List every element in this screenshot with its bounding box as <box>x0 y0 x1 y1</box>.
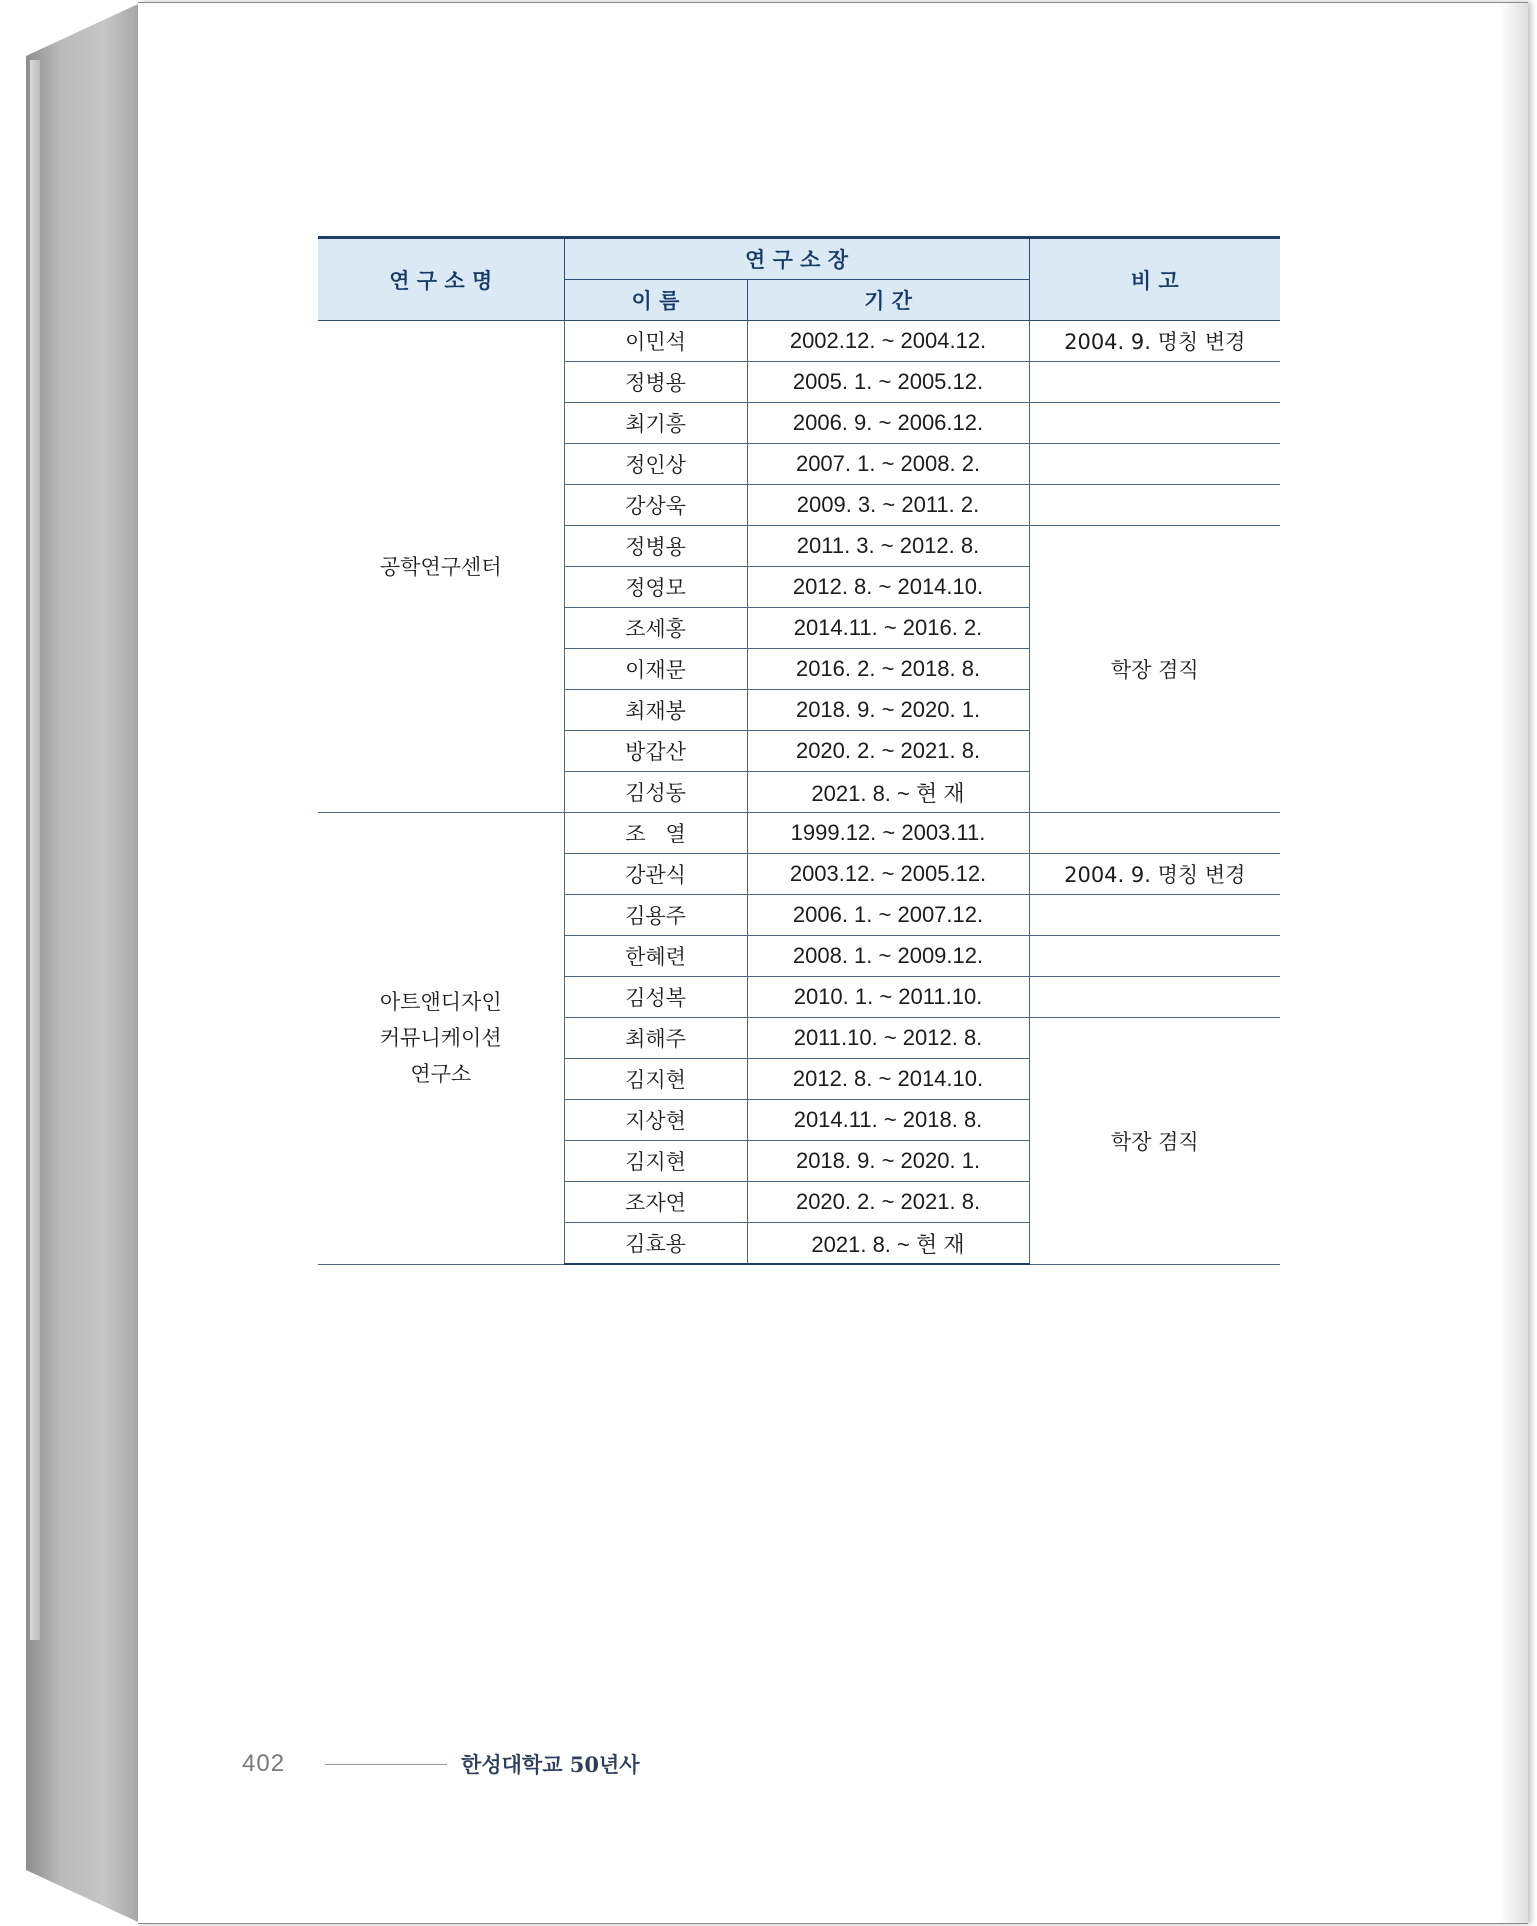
name-cell: 조 열 <box>564 813 747 854</box>
note-cell <box>1029 362 1280 403</box>
table-row <box>318 321 1280 362</box>
note-cell <box>1029 895 1280 936</box>
note-cell: 2004. 9. 명칭 변경 <box>1029 854 1280 895</box>
name-cell: 김지현 <box>564 1059 747 1100</box>
name-cell: 지상현 <box>564 1100 747 1141</box>
name-cell: 방갑산 <box>564 731 747 772</box>
period-cell: 1999.12. ~ 2003.11. <box>747 813 1029 854</box>
name-cell: 강관식 <box>564 854 747 895</box>
period-cell: 2018. 9. ~ 2020. 1. <box>747 690 1029 731</box>
header-period: 기 간 <box>747 280 1029 321</box>
name-cell: 김성복 <box>564 977 747 1018</box>
institute-line: 연구소 <box>410 1062 472 1087</box>
period-cell: 2008. 1. ~ 2009.12. <box>747 936 1029 977</box>
institute-cell <box>318 813 564 1265</box>
institute-director-table <box>318 236 1280 1265</box>
period-cell: 2020. 2. ~ 2021. 8. <box>747 731 1029 772</box>
period-cell: 2021. 8. ~ 현 재 <box>747 772 1029 813</box>
period-cell: 2014.11. ~ 2016. 2. <box>747 608 1029 649</box>
period-cell: 2018. 9. ~ 2020. 1. <box>747 1141 1029 1182</box>
period-cell: 2006. 9. ~ 2006.12. <box>747 403 1029 444</box>
period-cell: 2016. 2. ~ 2018. 8. <box>747 649 1029 690</box>
header-note: 비 고 <box>1029 238 1280 321</box>
period-cell: 2011. 3. ~ 2012. 8. <box>747 526 1029 567</box>
name-cell: 김성동 <box>564 772 747 813</box>
institute-line: 아트앤디자인 <box>379 990 502 1015</box>
page-shadow <box>1500 3 1528 1923</box>
name-cell: 김용주 <box>564 895 747 936</box>
name-cell: 최해주 <box>564 1018 747 1059</box>
footer-divider <box>325 1764 447 1765</box>
name-cell: 정인상 <box>564 444 747 485</box>
name-cell: 강상욱 <box>564 485 747 526</box>
period-cell: 2014.11. ~ 2018. 8. <box>747 1100 1029 1141</box>
header-name: 이 름 <box>564 280 747 321</box>
name-cell: 최기흥 <box>564 403 747 444</box>
period-cell: 2011.10. ~ 2012. 8. <box>747 1018 1029 1059</box>
note-cell <box>1029 813 1280 854</box>
name-cell: 김효용 <box>564 1223 747 1265</box>
name-cell: 최재봉 <box>564 690 747 731</box>
note-cell: 학장 겸직 <box>1029 1018 1280 1265</box>
name-cell: 김지현 <box>564 1141 747 1182</box>
period-cell: 2006. 1. ~ 2007.12. <box>747 895 1029 936</box>
institute-line: 커뮤니케이션 <box>379 1026 502 1051</box>
period-cell: 2010. 1. ~ 2011.10. <box>747 977 1029 1018</box>
header-director: 연 구 소 장 <box>564 238 1029 280</box>
note-cell <box>1029 403 1280 444</box>
period-cell: 2003.12. ~ 2005.12. <box>747 854 1029 895</box>
page-number: 402 <box>242 1750 286 1777</box>
name-cell: 정병용 <box>564 362 747 403</box>
period-cell: 2002.12. ~ 2004.12. <box>747 321 1029 362</box>
note-cell <box>1029 977 1280 1018</box>
book-title: 한성대학교 50년사 <box>461 1752 640 1777</box>
note-cell <box>1029 485 1280 526</box>
book-edge <box>26 4 138 1922</box>
header-institute: 연 구 소 명 <box>318 238 564 321</box>
period-cell: 2005. 1. ~ 2005.12. <box>747 362 1029 403</box>
period-cell: 2012. 8. ~ 2014.10. <box>747 567 1029 608</box>
book-edge-highlight <box>30 60 40 1640</box>
period-cell: 2020. 2. ~ 2021. 8. <box>747 1182 1029 1223</box>
name-cell: 이재문 <box>564 649 747 690</box>
name-cell: 한혜련 <box>564 936 747 977</box>
name-cell: 이민석 <box>564 321 747 362</box>
table-row <box>318 813 1280 854</box>
period-cell: 2007. 1. ~ 2008. 2. <box>747 444 1029 485</box>
note-cell <box>1029 444 1280 485</box>
page-footer <box>242 1748 640 1780</box>
period-cell: 2021. 8. ~ 현 재 <box>747 1223 1029 1265</box>
note-cell <box>1029 936 1280 977</box>
name-cell: 정병용 <box>564 526 747 567</box>
note-cell: 학장 겸직 <box>1029 526 1280 813</box>
period-cell: 2012. 8. ~ 2014.10. <box>747 1059 1029 1100</box>
note-cell: 2004. 9. 명칭 변경 <box>1029 321 1280 362</box>
name-cell: 정영모 <box>564 567 747 608</box>
institute-cell: 공학연구센터 <box>318 321 564 813</box>
name-cell: 조자연 <box>564 1182 747 1223</box>
name-cell: 조세홍 <box>564 608 747 649</box>
period-cell: 2009. 3. ~ 2011. 2. <box>747 485 1029 526</box>
